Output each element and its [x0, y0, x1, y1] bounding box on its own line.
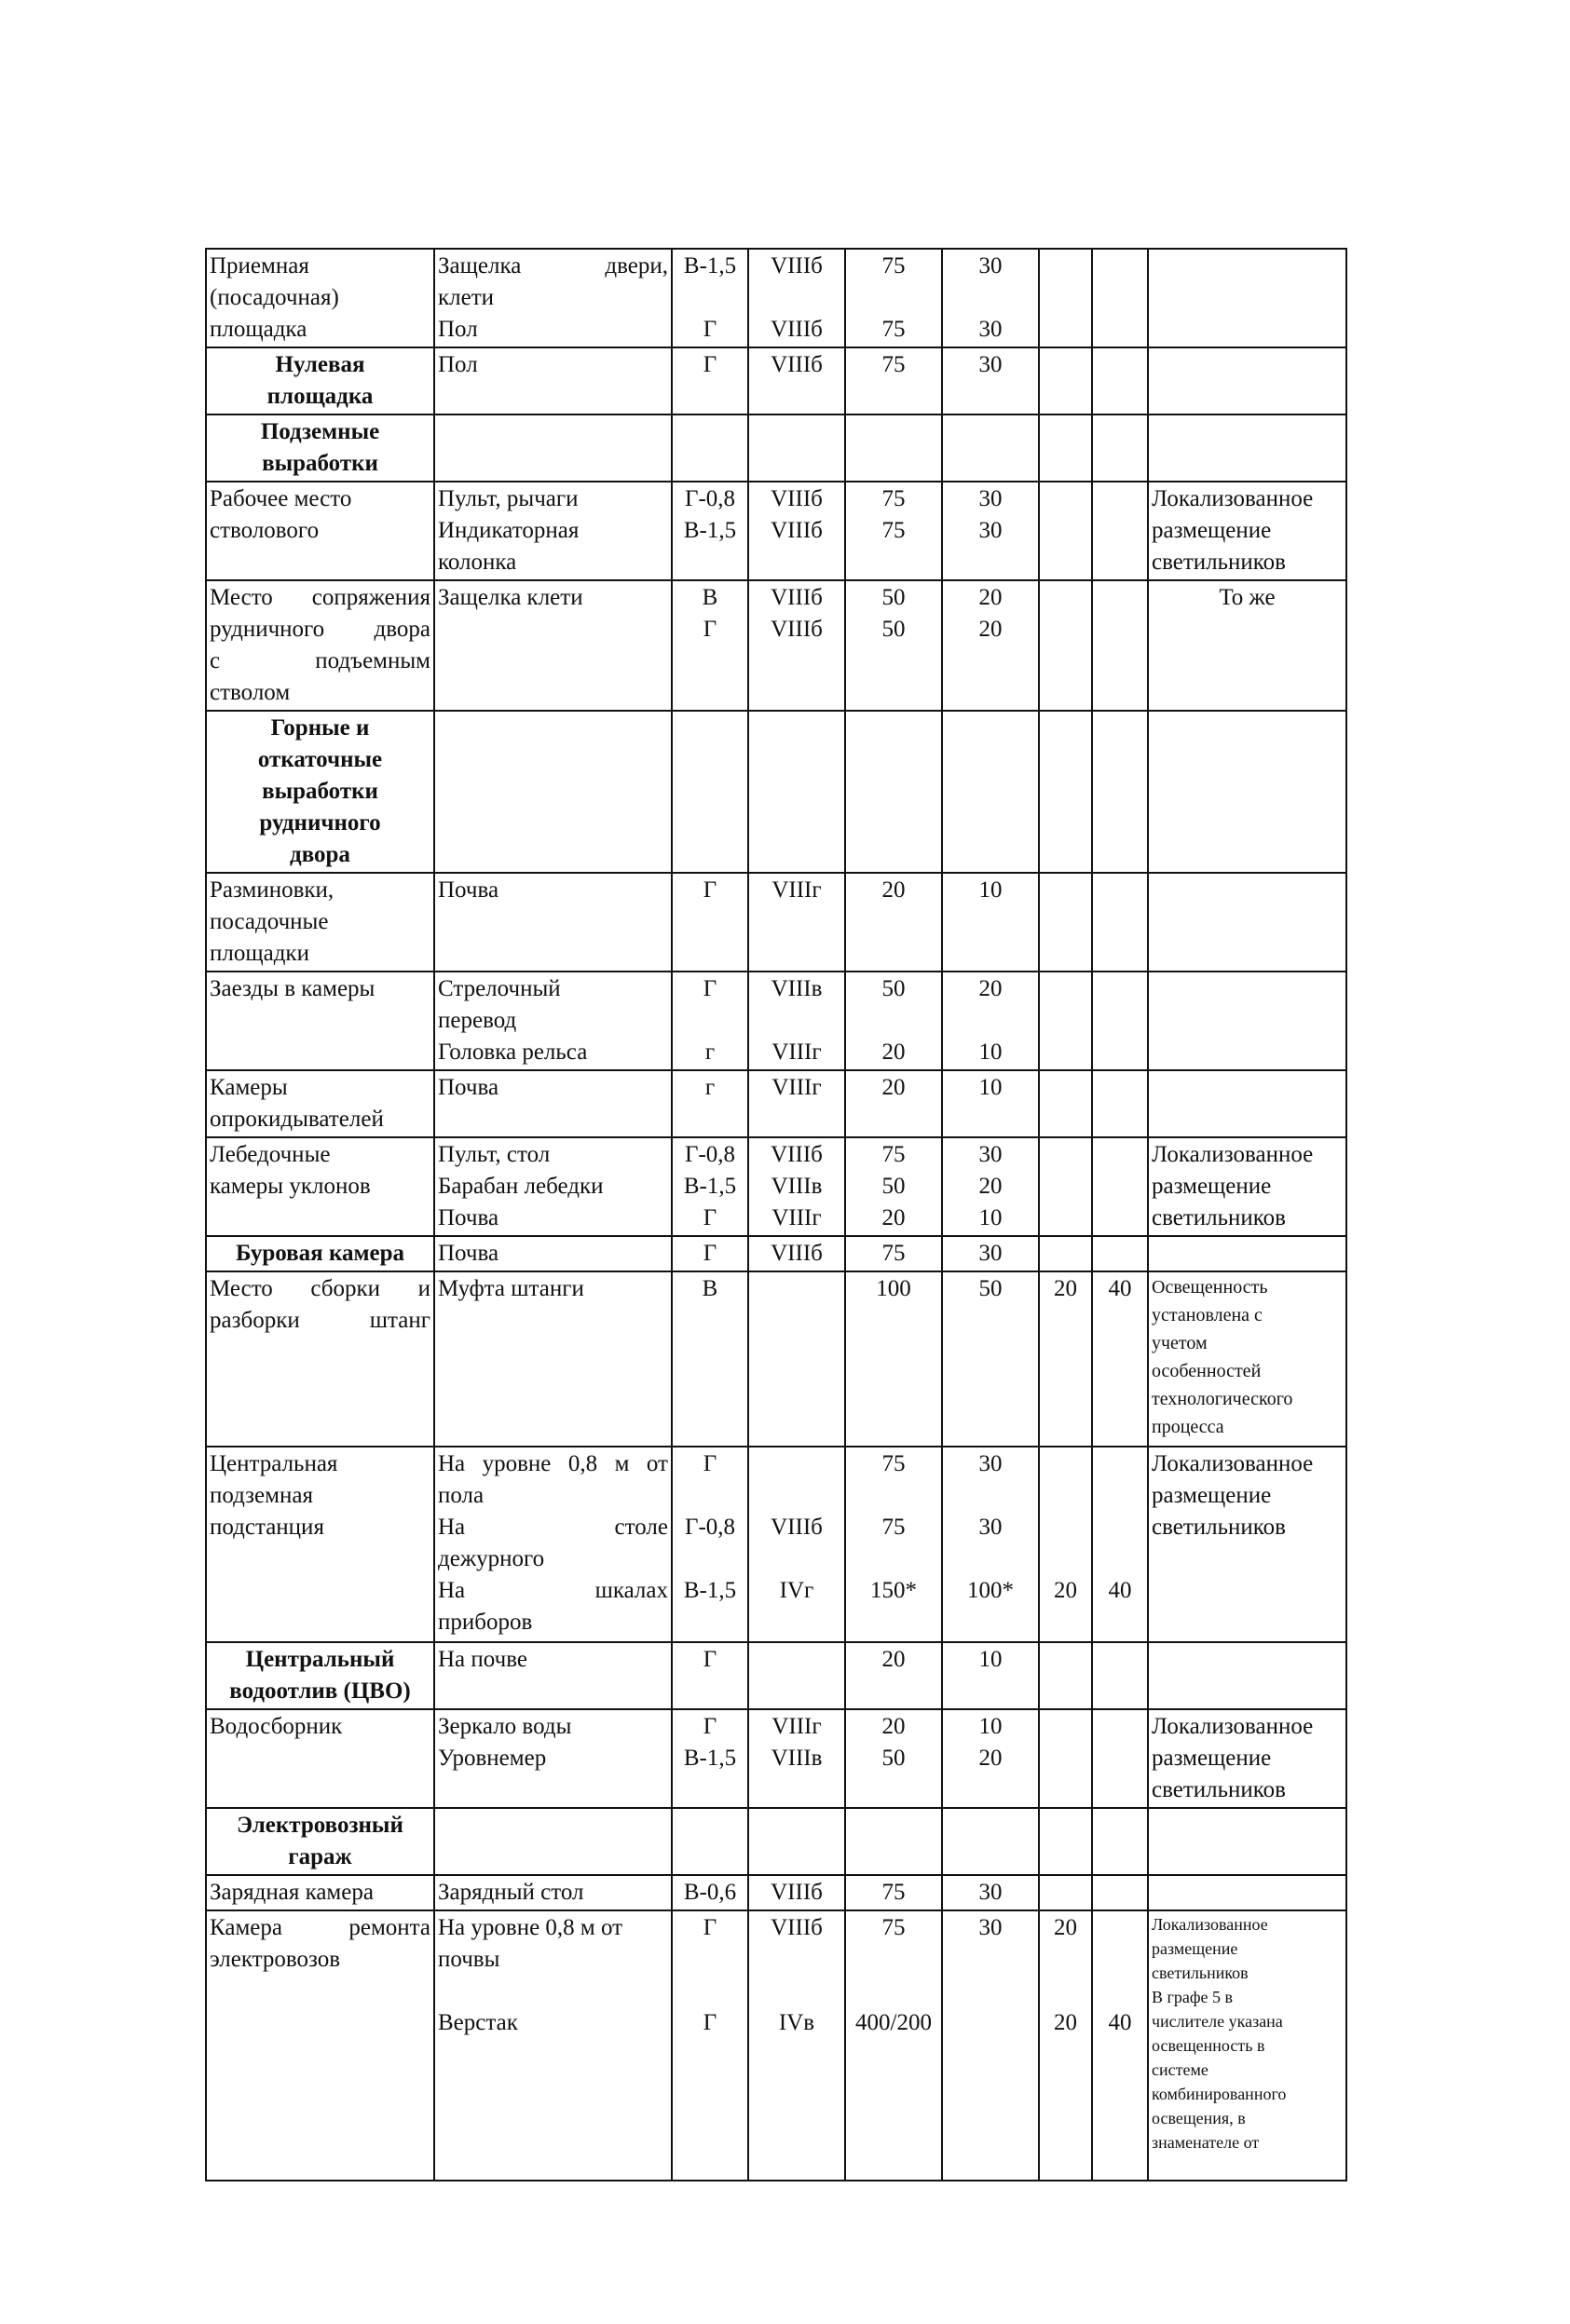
- note-cell: То же: [1148, 580, 1346, 711]
- table-row: [206, 1875, 1346, 1910]
- table-row: [206, 873, 1346, 972]
- col7-cell: [1039, 1709, 1092, 1808]
- note-cell: [1148, 1070, 1346, 1137]
- plane-cell: Г г: [672, 972, 748, 1070]
- illuminance-general-cell: 20 20: [942, 580, 1039, 711]
- illuminance-general-cell: 30 30: [942, 249, 1039, 347]
- plane-cell: В-0,6: [672, 1875, 748, 1910]
- section-heading-cell: Горные и откаточные выработки рудничного двора: [206, 711, 434, 873]
- illuminance-general-cell: 30 20 10: [942, 1137, 1039, 1236]
- col8-cell: [1092, 1070, 1148, 1137]
- table-row: [206, 1808, 1346, 1875]
- col8-cell: 40: [1092, 1910, 1148, 2181]
- col7-cell: [1039, 482, 1092, 580]
- note-cell: [1148, 711, 1346, 873]
- lighting-norms-table-page: [205, 248, 1345, 2161]
- plane-cell: [672, 1808, 748, 1875]
- plane-cell: [672, 415, 748, 482]
- work-surface-cell: [434, 711, 672, 873]
- illuminance-combined-cell: 100: [845, 1271, 942, 1447]
- col8-cell: [1092, 711, 1148, 873]
- work-surface-cell: Муфта штанги: [434, 1271, 672, 1447]
- col8-cell: [1092, 415, 1148, 482]
- work-surface-cell: [434, 415, 672, 482]
- illuminance-general-cell: [942, 1808, 1039, 1875]
- section-heading-cell: Электровозный гараж: [206, 1808, 434, 1875]
- illuminance-general-cell: [942, 711, 1039, 873]
- category-cell: VIIIб IVв: [748, 1910, 845, 2181]
- illuminance-combined-cell: [845, 415, 942, 482]
- plane-cell: Г: [672, 347, 748, 415]
- room-name-cell: Водосборник: [206, 1709, 434, 1808]
- work-surface-cell: На почве: [434, 1642, 672, 1709]
- lighting-norms-table: [205, 248, 1347, 2181]
- category-cell: VIIIб VIIIб: [748, 482, 845, 580]
- col7-cell: [1039, 1236, 1092, 1271]
- note-cell: [1148, 873, 1346, 972]
- room-name-cell: Заезды в камеры: [206, 972, 434, 1070]
- illuminance-general-cell: 50: [942, 1271, 1039, 1447]
- category-cell: VIIIб VIIIб: [748, 249, 845, 347]
- col8-cell: [1092, 972, 1148, 1070]
- note-cell: Освещенность установлена с учетом особенностей технологического процесса: [1148, 1271, 1346, 1447]
- note-cell: Локализованное размещение светильников: [1148, 1709, 1346, 1808]
- note-cell: [1148, 347, 1346, 415]
- table-row: [206, 1236, 1346, 1271]
- work-surface-cell: Почва: [434, 1236, 672, 1271]
- illuminance-combined-cell: 75: [845, 1236, 942, 1271]
- illuminance-general-cell: 10 20: [942, 1709, 1039, 1808]
- illuminance-general-cell: 30: [942, 1910, 1039, 2181]
- illuminance-general-cell: 30: [942, 1236, 1039, 1271]
- room-name-cell: Зарядная камера: [206, 1875, 434, 1910]
- illuminance-combined-cell: 75: [845, 1875, 942, 1910]
- col8-cell: [1092, 1137, 1148, 1236]
- plane-cell: Г В-1,5: [672, 1709, 748, 1808]
- col7-cell: [1039, 415, 1092, 482]
- plane-cell: Г Г: [672, 1910, 748, 2181]
- col8-cell: 40: [1092, 1271, 1148, 1447]
- plane-cell: Г Г-0,8 В-1,5: [672, 1447, 748, 1642]
- note-cell: [1148, 1808, 1346, 1875]
- col8-cell: [1092, 1808, 1148, 1875]
- category-cell: [748, 711, 845, 873]
- col7-cell: [1039, 711, 1092, 873]
- illuminance-combined-cell: 75 400/200: [845, 1910, 942, 2181]
- illuminance-combined-cell: 20: [845, 1642, 942, 1709]
- illuminance-combined-cell: 75 75 150*: [845, 1447, 942, 1642]
- note-cell: [1148, 415, 1346, 482]
- col8-cell: [1092, 1642, 1148, 1709]
- category-cell: [748, 415, 845, 482]
- plane-cell: Г: [672, 873, 748, 972]
- work-surface-cell: Стрелочный перевод Головка рельса: [434, 972, 672, 1070]
- category-cell: [748, 1642, 845, 1709]
- illuminance-combined-cell: 50 20: [845, 972, 942, 1070]
- table-row: [206, 482, 1346, 580]
- illuminance-general-cell: 10: [942, 1642, 1039, 1709]
- illuminance-combined-cell: 20: [845, 1070, 942, 1137]
- room-name-cell: Место сопряжения рудничного двора с подъемным стволом: [206, 580, 434, 711]
- illuminance-combined-cell: [845, 711, 942, 873]
- col7-cell: [1039, 972, 1092, 1070]
- illuminance-combined-cell: 75: [845, 347, 942, 415]
- table-row: [206, 1447, 1346, 1642]
- note-cell: [1148, 1236, 1346, 1271]
- plane-cell: г: [672, 1070, 748, 1137]
- col8-cell: [1092, 1709, 1148, 1808]
- table-row: [206, 1070, 1346, 1137]
- work-surface-cell: Пол: [434, 347, 672, 415]
- room-name-cell: Камеры опрокидывателей: [206, 1070, 434, 1137]
- plane-cell: [672, 711, 748, 873]
- note-cell: [1148, 1642, 1346, 1709]
- category-cell: VIIIб: [748, 1875, 845, 1910]
- category-cell: [748, 1271, 845, 1447]
- table-row: [206, 1271, 1346, 1447]
- table-row: [206, 249, 1346, 347]
- category-cell: VIIIб: [748, 1236, 845, 1271]
- col7-cell: 20 20: [1039, 1910, 1092, 2181]
- illuminance-general-cell: 20 10: [942, 972, 1039, 1070]
- col8-cell: [1092, 1875, 1148, 1910]
- col8-cell: [1092, 347, 1148, 415]
- col8-cell: [1092, 1236, 1148, 1271]
- category-cell: [748, 1808, 845, 1875]
- room-name-cell: Камера ремонта электровозов: [206, 1910, 434, 2181]
- illuminance-general-cell: 30: [942, 347, 1039, 415]
- category-cell: VIIIг: [748, 1070, 845, 1137]
- col8-cell: [1092, 873, 1148, 972]
- work-surface-cell: На уровне 0,8 м от пола На столе дежурного На шкалах приборов: [434, 1447, 672, 1642]
- work-surface-cell: На уровне 0,8 м от почвы Верстак: [434, 1910, 672, 2181]
- room-name-cell: Приемная (посадочная) площадка: [206, 249, 434, 347]
- illuminance-general-cell: 10: [942, 873, 1039, 972]
- room-name-cell: Рабочее место стволового: [206, 482, 434, 580]
- work-surface-cell: Почва: [434, 873, 672, 972]
- category-cell: VIIIб: [748, 347, 845, 415]
- col7-cell: [1039, 580, 1092, 711]
- illuminance-combined-cell: 75 75: [845, 482, 942, 580]
- work-surface-cell: Защелка двери, клети Пол: [434, 249, 672, 347]
- col7-cell: [1039, 873, 1092, 972]
- col7-cell: [1039, 249, 1092, 347]
- plane-cell: В Г: [672, 580, 748, 711]
- table-row: [206, 1709, 1346, 1808]
- room-name-cell: Лебедочные камеры уклонов: [206, 1137, 434, 1236]
- category-cell: VIIIв VIIIг: [748, 972, 845, 1070]
- table-row: [206, 347, 1346, 415]
- col7-cell: [1039, 1070, 1092, 1137]
- section-heading-cell: Центральный водоотлив (ЦВО): [206, 1642, 434, 1709]
- work-surface-cell: [434, 1808, 672, 1875]
- note-cell: Локализованное размещение светильников: [1148, 482, 1346, 580]
- illuminance-combined-cell: 50 50: [845, 580, 942, 711]
- plane-cell: Г: [672, 1642, 748, 1709]
- illuminance-general-cell: [942, 415, 1039, 482]
- col7-cell: [1039, 1875, 1092, 1910]
- illuminance-combined-cell: 75 75: [845, 249, 942, 347]
- illuminance-general-cell: 30 30: [942, 482, 1039, 580]
- room-name-cell: Разминовки, посадочные площадки: [206, 873, 434, 972]
- illuminance-combined-cell: 20 50: [845, 1709, 942, 1808]
- plane-cell: В: [672, 1271, 748, 1447]
- plane-cell: Г-0,8 В-1,5: [672, 482, 748, 580]
- illuminance-general-cell: 30: [942, 1875, 1039, 1910]
- col7-cell: [1039, 347, 1092, 415]
- category-cell: VIIIб VIIIв VIIIг: [748, 1137, 845, 1236]
- table-row: [206, 415, 1346, 482]
- work-surface-cell: Почва: [434, 1070, 672, 1137]
- work-surface-cell: Защелка клети: [434, 580, 672, 711]
- col8-cell: [1092, 249, 1148, 347]
- col7-cell: 20: [1039, 1271, 1092, 1447]
- illuminance-combined-cell: 20: [845, 873, 942, 972]
- work-surface-cell: Пульт, стол Барабан лебедки Почва: [434, 1137, 672, 1236]
- col7-cell: [1039, 1808, 1092, 1875]
- category-cell: VIIIб IVг: [748, 1447, 845, 1642]
- illuminance-general-cell: 10: [942, 1070, 1039, 1137]
- table-row: [206, 1910, 1346, 2181]
- category-cell: VIIIг: [748, 873, 845, 972]
- col7-cell: [1039, 1642, 1092, 1709]
- table-row: [206, 1137, 1346, 1236]
- col8-cell: [1092, 580, 1148, 711]
- plane-cell: Г-0,8 В-1,5 Г: [672, 1137, 748, 1236]
- illuminance-general-cell: 30 30 100*: [942, 1447, 1039, 1642]
- category-cell: VIIIг VIIIв: [748, 1709, 845, 1808]
- section-heading-cell: Нулевая площадка: [206, 347, 434, 415]
- category-cell: VIIIб VIIIб: [748, 580, 845, 711]
- note-cell: [1148, 249, 1346, 347]
- table-row: [206, 580, 1346, 711]
- room-name-cell: Центральная подземная подстанция: [206, 1447, 434, 1642]
- note-cell: Локализованное размещение светильников В графе 5 в числителе указана освещенность в системе комбинированного освещения, в знаменателе от: [1148, 1910, 1346, 2181]
- table-row: [206, 711, 1346, 873]
- col8-cell: [1092, 482, 1148, 580]
- col7-cell: 20: [1039, 1447, 1092, 1642]
- note-cell: [1148, 972, 1346, 1070]
- plane-cell: В-1,5 Г: [672, 249, 748, 347]
- note-cell: [1148, 1875, 1346, 1910]
- note-cell: Локализованное размещение светильников: [1148, 1447, 1346, 1642]
- room-name-cell: Место сборки и разборки штанг: [206, 1271, 434, 1447]
- section-heading-cell: Подземные выработки: [206, 415, 434, 482]
- plane-cell: Г: [672, 1236, 748, 1271]
- table-row: [206, 1642, 1346, 1709]
- work-surface-cell: Пульт, рычаги Индикаторная колонка: [434, 482, 672, 580]
- note-cell: Локализованное размещение светильников: [1148, 1137, 1346, 1236]
- section-heading-cell: Буровая камера: [206, 1236, 434, 1271]
- col8-cell: 40: [1092, 1447, 1148, 1642]
- illuminance-combined-cell: [845, 1808, 942, 1875]
- table-row: [206, 972, 1346, 1070]
- work-surface-cell: Зеркало воды Уровнемер: [434, 1709, 672, 1808]
- illuminance-combined-cell: 75 50 20: [845, 1137, 942, 1236]
- col7-cell: [1039, 1137, 1092, 1236]
- work-surface-cell: Зарядный стол: [434, 1875, 672, 1910]
